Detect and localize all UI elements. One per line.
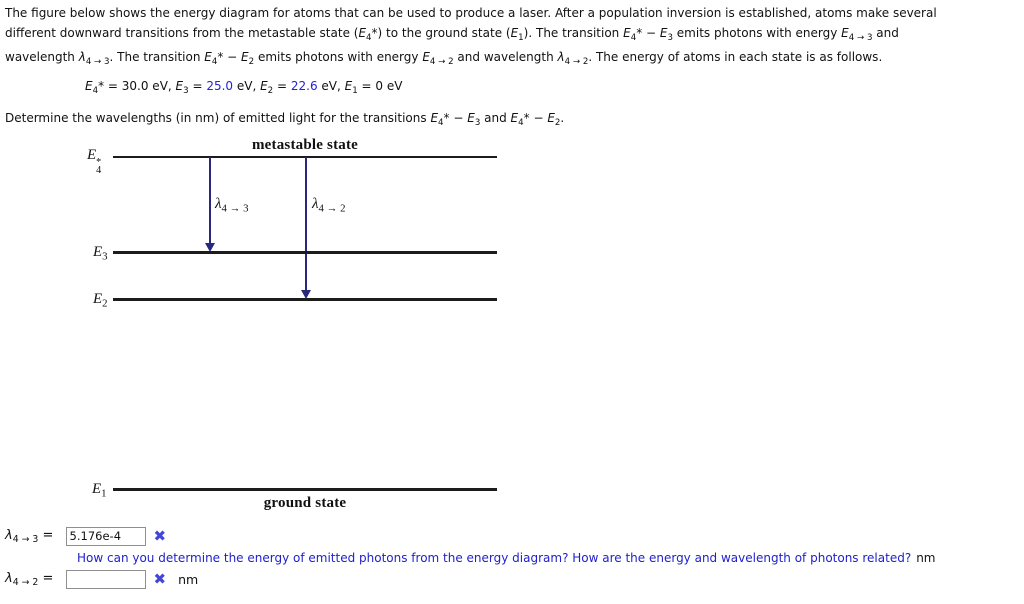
- wavelength-4-2-input[interactable]: [66, 570, 146, 589]
- level-label-e2: $E_2$: [93, 291, 108, 310]
- wrong-answer-x-icon: ✖: [153, 526, 167, 545]
- transition-arrowhead-4-3: [205, 243, 215, 252]
- transition-arrow-4-2: [305, 157, 307, 291]
- level-label-e3: $E_3$: [93, 244, 108, 263]
- transition-arrowhead-4-2: [301, 290, 311, 299]
- problem-line-2: different downward transitions from the metastable state $(E_4*)$ to the ground state $(E_1)$. The transition $E_4* - E_3$ emits photons with energy $E_{4 \to 3}$ and: [5, 25, 899, 43]
- unit-label-nm-row1: nm: [916, 551, 936, 565]
- transition-arrow-4-3: [209, 157, 211, 244]
- answer-row-lambda-4-2: [5, 568, 198, 590]
- hint-text: How can you determine the energy of emitted photons from the energy diagram? How are the energy and wavelength of photons related?: [77, 551, 912, 565]
- level-line-e4: [113, 156, 497, 158]
- level-line-e1: [113, 488, 497, 491]
- unit-label-nm-row2: nm: [178, 571, 199, 587]
- wrong-answer-x-icon: ✖: [153, 569, 167, 588]
- transition-label-lambda-4-2: $\lambda_{4 \to 2}$: [312, 196, 346, 215]
- wavelength-4-3-input[interactable]: [66, 527, 146, 546]
- problem-statement: [5, 4, 937, 72]
- answer-label-lambda-4-2: $\lambda_{4 \to 2}$ =: [5, 570, 58, 588]
- level-line-e3: [113, 251, 497, 254]
- transition-label-lambda-4-3: $\lambda_{4 \to 3}$: [215, 196, 249, 215]
- hint-line: [77, 551, 935, 565]
- answer-label-lambda-4-3: $\lambda_{4 \to 3}$ =: [5, 527, 58, 545]
- metastable-state-label: metastable state: [251, 137, 359, 153]
- problem-line-1: The figure below shows the energy diagram for atoms that can be used to produce a laser. After a population inversion is established, atoms make several: [5, 6, 937, 20]
- ground-state-label: ground state: [263, 495, 347, 511]
- level-line-e2: [113, 298, 497, 301]
- determine-instruction: Determine the wavelengths (in nm) of emitted light for the transitions $E_4* - E_3$ and $E_4* - E_2$.: [5, 111, 565, 128]
- level-label-e1: $E_1$: [92, 481, 107, 500]
- level-label-e4: E * 4: [87, 147, 102, 176]
- answer-row-lambda-4-3: [5, 525, 166, 547]
- problem-line-3: wavelength $\lambda_{4 \to 3}$. The transition $E_4* - E_2$ emits photons with energy $E_{4 \to 2}$ and wavelength $\lambda_{4 \to 2}$. The energy of atoms in each state is as follows.: [5, 49, 883, 67]
- energy-values-equation: $E_4* = 30.0$ eV, $E_3 = 25.0$ eV, $E_2 = 22.6$ eV, $E_1 = 0$ eV: [85, 79, 403, 96]
